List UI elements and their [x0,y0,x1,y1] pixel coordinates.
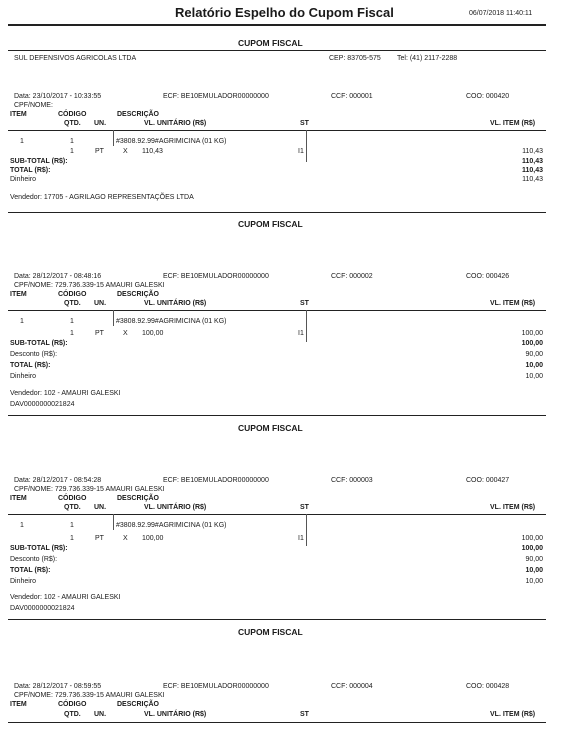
item-number: 1 [20,318,24,325]
coupon-coo: COO: 000428 [466,683,510,690]
coupon-ecf: ECF: BE10EMULADOR00000000 [163,477,269,484]
item-description: #3808.92.99#AGRIMICINA (01 KG) [116,522,227,529]
subtotal-label: SUB-TOTAL (R$): [10,340,68,347]
col-item: ITEM [10,701,27,708]
coupon-date: Data: 28/12/2017 - 08:59:55 [14,683,102,690]
coupon-cpf: CPF/NOME: 729.736.339-15 AMAURI GALESKI [14,692,165,699]
report-datetime: 06/07/2018 11:40:11 [469,10,533,17]
item-times: X [123,148,128,155]
item-st: I1 [298,535,304,542]
item-code: 1 [70,318,74,325]
coupon-ccf: CCF: 000004 [331,683,373,690]
coupon-ecf: ECF: BE10EMULADOR00000000 [163,683,269,690]
coupon-separator [8,415,546,416]
item-times: X [123,535,128,542]
coupon-ecf: ECF: BE10EMULADOR00000000 [163,273,269,280]
cupom-fiscal-heading: CUPOM FISCAL [238,627,303,637]
coupon-separator [8,619,546,620]
total-label: TOTAL (R$): [10,362,51,369]
col-st: ST [300,120,309,127]
col-vl-item: VL. ITEM (R$) [490,504,536,511]
payment-label: Dinheiro [10,373,37,380]
coupon-date: Data: 28/12/2017 - 08:48:16 [14,273,102,280]
item-unit-price: 100,00 [142,535,164,542]
report-title: Relatório Espelho do Cupom Fiscal [175,5,394,20]
table-rule [8,310,546,311]
cell-divider [306,514,307,546]
table-rule [8,722,546,723]
item-description: #3808.92.99#AGRIMICINA (01 KG) [116,318,227,325]
payment-value: 110,43 [522,176,543,183]
item-value: 110,43 [522,148,543,155]
col-un: UN. [94,120,107,127]
coupon-ccf: CCF: 000002 [331,273,373,280]
col-vl-item: VL. ITEM (R$) [490,120,536,127]
col-vl-unitario: VL. UNITÁRIO (R$) [144,120,207,127]
cell-divider [113,310,114,326]
col-item: ITEM [10,111,27,118]
item-unit: PT [95,535,104,542]
cell-divider [113,514,114,530]
col-item: ITEM [10,495,27,502]
seller: Vendedor: 102 - AMAURI GALESKI [10,390,121,397]
item-unit: PT [95,148,104,155]
total-value: 10,00 [525,567,543,574]
item-unit-price: 100,00 [142,330,164,337]
item-qty: 1 [70,148,74,155]
item-description: #3808.92.99#AGRIMICINA (01 KG) [116,138,227,145]
total-value: 10,00 [525,362,543,369]
col-qtd: QTD. [64,120,81,127]
col-vl-unitario: VL. UNITÁRIO (R$) [144,300,207,307]
col-st: ST [300,711,309,718]
payment-label: Dinheiro [10,578,37,585]
company-cep: CEP: 83705-575 [329,55,381,62]
payment-value: 10,00 [525,578,543,585]
col-item: ITEM [10,291,27,298]
item-unit: PT [95,330,104,337]
col-vl-unitario: VL. UNITÁRIO (R$) [144,504,207,511]
payment-label: Dinheiro [10,176,37,183]
item-code: 1 [70,138,74,145]
item-qty: 1 [70,330,74,337]
item-value: 100,00 [521,330,543,337]
col-descricao: DESCRIÇÃO [117,495,160,502]
subtotal-label: SUB-TOTAL (R$): [10,158,68,165]
col-un: UN. [94,711,107,718]
col-qtd: QTD. [64,300,81,307]
table-rule [8,130,546,131]
col-descricao: DESCRIÇÃO [117,701,160,708]
item-number: 1 [20,522,24,529]
section-rule [8,50,546,51]
discount-label: Desconto (R$): [10,556,58,563]
coupon-coo: COO: 000420 [466,93,510,100]
coupon-cpf: CPF/NOME: 729.736.339-15 AMAURI GALESKI [14,486,165,493]
seller: Vendedor: 17705 - AGRILAGO REPRESENTAÇÕES LTDA [10,194,194,201]
total-label: TOTAL (R$): [10,167,51,174]
cupom-fiscal-heading: CUPOM FISCAL [238,219,303,229]
coupon-cpf: CPF/NOME: 729.736.339-15 AMAURI GALESKI [14,282,165,289]
item-code: 1 [70,522,74,529]
item-times: X [123,330,128,337]
coupon-ccf: CCF: 000003 [331,477,373,484]
subtotal-value: 100,00 [521,545,543,552]
subtotal-label: SUB-TOTAL (R$): [10,545,68,552]
payment-value: 10,00 [525,373,543,380]
col-codigo: CÓDIGO [58,701,87,708]
table-rule [8,514,546,515]
company-tel: Tel: (41) 2117-2288 [397,55,458,62]
item-value: 100,00 [521,535,543,542]
item-unit-price: 110,43 [142,148,163,155]
company-name: SUL DEFENSIVOS AGRICOLAS LTDA [14,55,137,62]
col-descricao: DESCRIÇÃO [117,291,160,298]
seller: Vendedor: 102 - AMAURI GALESKI [10,594,121,601]
col-qtd: QTD. [64,504,81,511]
item-qty: 1 [70,535,74,542]
cell-divider [306,310,307,342]
total-label: TOTAL (R$): [10,567,51,574]
discount-value: 90,00 [525,351,543,358]
item-number: 1 [20,138,24,145]
coupon-ecf: ECF: BE10EMULADOR00000000 [163,93,269,100]
cell-divider [306,130,307,162]
subtotal-value: 100,00 [521,340,543,347]
discount-value: 90,00 [525,556,543,563]
cupom-fiscal-heading: CUPOM FISCAL [238,423,303,433]
col-codigo: CÓDIGO [58,111,87,118]
col-descricao: DESCRIÇÃO [117,111,160,118]
col-qtd: QTD. [64,711,81,718]
coupon-cpf: CPF/NOME: [14,102,53,109]
col-un: UN. [94,504,107,511]
coupon-date: Data: 28/12/2017 - 08:54:28 [14,477,102,484]
discount-label: Desconto (R$): [10,351,58,358]
coupon-separator [8,212,546,213]
header-rule [8,24,546,26]
col-vl-item: VL. ITEM (R$) [490,300,536,307]
dav-number: DAV0000000021824 [10,605,75,612]
col-codigo: CÓDIGO [58,495,87,502]
cell-divider [113,130,114,146]
coupon-coo: COO: 000427 [466,477,510,484]
coupon-coo: COO: 000426 [466,273,510,280]
col-vl-item: VL. ITEM (R$) [490,711,536,718]
col-codigo: CÓDIGO [58,291,87,298]
col-un: UN. [94,300,107,307]
coupon-date: Data: 23/10/2017 - 10:33:55 [14,93,102,100]
col-st: ST [300,504,309,511]
cupom-fiscal-heading: CUPOM FISCAL [238,38,303,48]
coupon-ccf: CCF: 000001 [331,93,373,100]
item-st: I1 [298,330,304,337]
total-value: 110,43 [521,167,543,174]
item-st: I1 [298,148,304,155]
col-st: ST [300,300,309,307]
dav-number: DAV0000000021824 [10,401,75,408]
subtotal-value: 110,43 [521,158,543,165]
col-vl-unitario: VL. UNITÁRIO (R$) [144,711,207,718]
